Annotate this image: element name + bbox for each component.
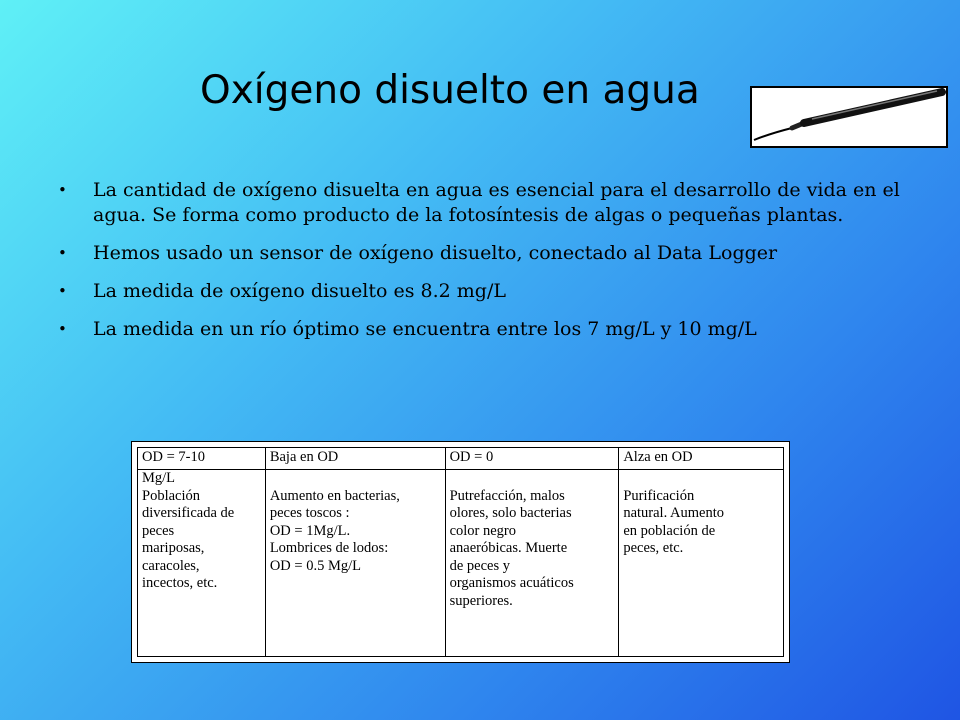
cell-text-line: Mg/L	[142, 470, 176, 486]
bullet-text: La cantidad de oxígeno disuelta en agua es esencial para el desarrollo de vida en el agua. Se forma como producto de la fotosíntesis de algas o pequeñas plantas.	[93, 179, 900, 226]
cell-text-line: Putrefacción, malos	[449, 487, 565, 504]
cell-text-line	[450, 470, 615, 488]
cell-text-line: en población de	[623, 522, 716, 539]
cell-text-line: de peces y	[449, 557, 510, 574]
cell-text-line: caracoles,	[142, 557, 200, 574]
bullet-marker: •	[58, 181, 67, 199]
bullet-item	[58, 178, 918, 228]
table-cell	[445, 470, 619, 657]
bullet-marker: •	[58, 282, 67, 300]
table-header-cell: OD = 0	[445, 448, 619, 470]
table-header-cell: Alza en OD	[619, 448, 784, 470]
cell-text-line: olores, solo bacterias	[449, 505, 572, 521]
cell-text-line: anaeróbicas. Muerte	[449, 540, 568, 556]
cell-text-line: color negro	[449, 522, 517, 539]
cell-text-line: diversificada de	[142, 505, 235, 521]
cell-text-line: peces	[142, 522, 175, 539]
bullet-marker: •	[58, 320, 67, 338]
cell-text-line: natural. Aumento	[623, 505, 724, 521]
cell-text-line: superiores.	[449, 592, 513, 609]
cell-text-line: Purificación	[623, 487, 695, 504]
bullet-text: La medida en un río óptimo se encuentra entre los 7 mg/L y 10 mg/L	[93, 318, 757, 340]
table-header-row	[138, 448, 784, 470]
sensor-probe-image	[750, 86, 948, 148]
cell-text-line	[270, 470, 441, 488]
bullet-text: La medida de oxígeno disuelto es 8.2 mg/L	[93, 280, 506, 302]
slide-title: Oxígeno disuelto en agua	[200, 68, 700, 113]
cell-text-line: peces toscos :	[269, 505, 350, 521]
cell-text-line: OD = 0.5 Mg/L	[269, 557, 361, 574]
cell-text-line: mariposas,	[142, 540, 205, 556]
oxygen-levels-table	[137, 447, 784, 657]
bullet-marker: •	[58, 244, 67, 262]
sensor-probe-icon	[752, 88, 946, 146]
bullet-list	[58, 178, 918, 355]
table-header-cell: OD = 7-10	[138, 448, 266, 470]
cell-text-line: incectos, etc.	[142, 575, 218, 591]
cell-text-line: peces, etc.	[623, 540, 684, 556]
table-cell	[265, 470, 445, 657]
cell-text-line	[623, 470, 779, 488]
table-header-cell: Baja en OD	[265, 448, 445, 470]
table-cell	[138, 470, 266, 657]
table-row	[138, 470, 784, 657]
table-cell	[619, 470, 784, 657]
cell-text-line: Población	[142, 487, 200, 504]
oxygen-levels-table-image	[131, 441, 790, 663]
bullet-item	[58, 317, 918, 342]
cell-text-line: Aumento en bacterias,	[269, 487, 400, 504]
cell-text-line: organismos acuáticos	[449, 575, 574, 591]
bullet-text: Hemos usado un sensor de oxígeno disuelto, conectado al Data Logger	[93, 242, 778, 264]
cell-text-line: Lombrices de lodos:	[269, 540, 389, 556]
bullet-item	[58, 279, 918, 304]
bullet-item	[58, 241, 918, 266]
cell-text-line: OD = 1Mg/L.	[269, 522, 351, 539]
